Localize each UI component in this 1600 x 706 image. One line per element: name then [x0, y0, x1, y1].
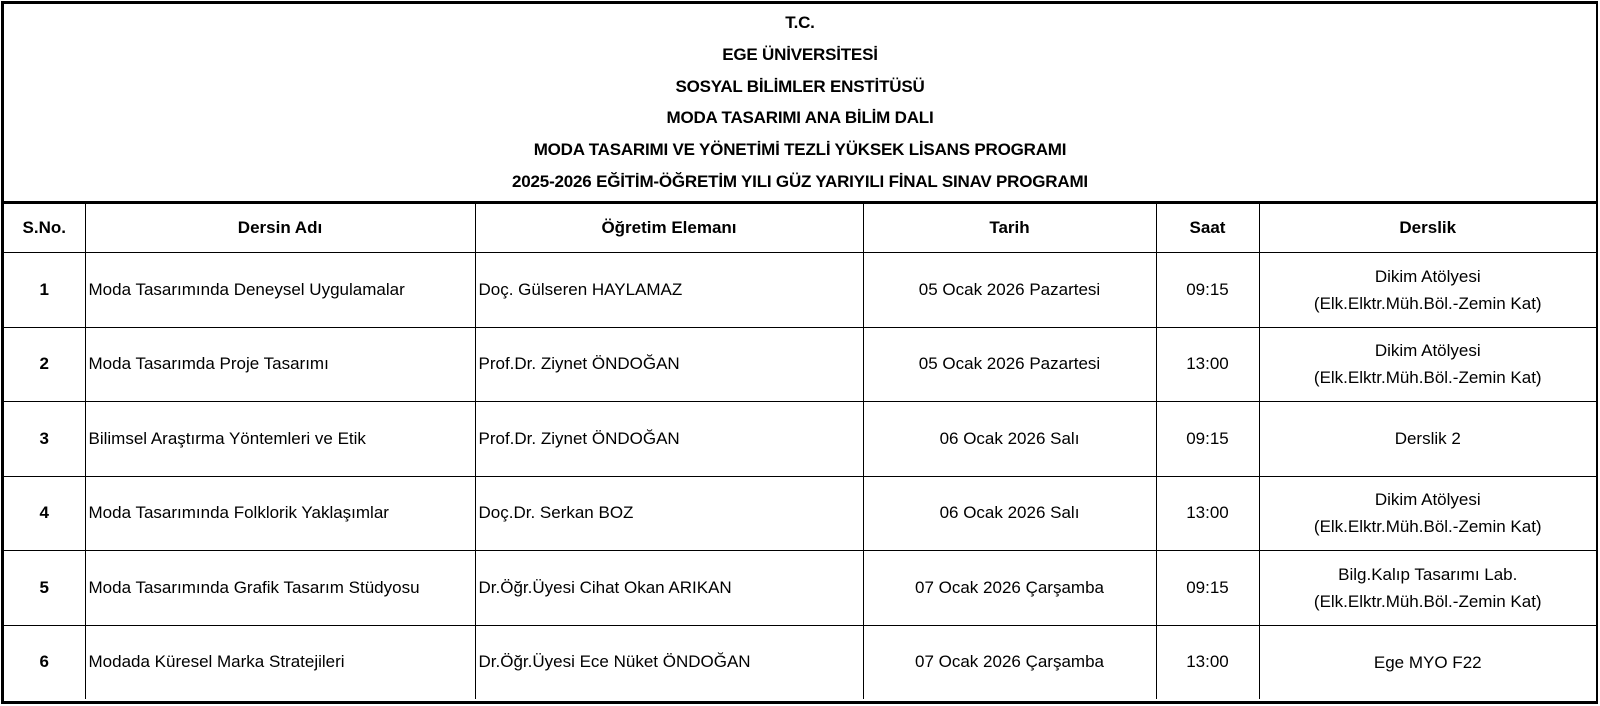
room-location: (Elk.Elktr.Müh.Böl.-Zemin Kat)	[1313, 368, 1542, 388]
room-name: Dikim Atölyesi	[1374, 341, 1481, 361]
room-name: Dikim Atölyesi	[1374, 266, 1481, 286]
row-course: Moda Tasarımında Grafik Tasarım Stüdyosu	[85, 551, 475, 626]
header-department: MODA TASARIMI ANA BİLİM DALI	[666, 108, 934, 128]
row-room	[1259, 625, 1596, 699]
row-sno: 5	[4, 551, 85, 626]
header-schedule-title: 2025-2026 EĞİTİM-ÖĞRETİM YILI GÜZ YARIYILI FİNAL SINAV PROGRAMI	[512, 172, 1088, 192]
row-sno: 6	[4, 625, 85, 699]
room-location: (Elk.Elktr.Müh.Böl.-Zemin Kat)	[1313, 517, 1542, 537]
table-row	[4, 327, 1596, 402]
room-location: (Elk.Elktr.Müh.Böl.-Zemin Kat)	[1313, 293, 1542, 313]
row-date: 06 Ocak 2026 Salı	[863, 402, 1156, 477]
exam-schedule-table	[4, 204, 1596, 699]
room-name: Bilg.Kalıp Tasarımı Lab.	[1338, 564, 1518, 584]
row-instructor: Prof.Dr. Ziynet ÖNDOĞAN	[475, 327, 863, 402]
row-time: 09:15	[1156, 253, 1259, 328]
column-header-course: Dersin Adı	[85, 204, 475, 253]
column-header-instructor: Öğretim Elemanı	[475, 204, 863, 253]
row-instructor: Doç. Gülseren HAYLAMAZ	[475, 253, 863, 328]
header-country: T.C.	[785, 13, 815, 32]
header-institute: SOSYAL BİLİMLER ENSTİTÜSÜ	[675, 76, 925, 96]
column-header-sno: S.No.	[4, 204, 85, 253]
room-name: Ege MYO F22	[1373, 652, 1482, 672]
row-room	[1259, 327, 1596, 402]
table-header-row	[4, 204, 1596, 253]
row-room	[1259, 476, 1596, 551]
room-name: Dikim Atölyesi	[1374, 490, 1481, 510]
row-room	[1259, 551, 1596, 626]
table-row	[4, 476, 1596, 551]
exam-schedule-document	[1, 1, 1598, 704]
row-room	[1259, 402, 1596, 477]
row-instructor: Prof.Dr. Ziynet ÖNDOĞAN	[475, 402, 863, 477]
row-sno: 1	[4, 253, 85, 328]
row-time: 09:15	[1156, 402, 1259, 477]
room-name: Derslik 2	[1394, 429, 1461, 449]
row-sno: 4	[4, 476, 85, 551]
row-date: 07 Ocak 2026 Çarşamba	[863, 625, 1156, 699]
row-course: Modada Küresel Marka Stratejileri	[85, 625, 475, 699]
row-date: 05 Ocak 2026 Pazartesi	[863, 253, 1156, 328]
row-instructor: Doç.Dr. Serkan BOZ	[475, 476, 863, 551]
row-time: 09:15	[1156, 551, 1259, 626]
row-instructor: Dr.Öğr.Üyesi Ece Nüket ÖNDOĞAN	[475, 625, 863, 699]
header-program: MODA TASARIMI VE YÖNETİMİ TEZLİ YÜKSEK LİSANS PROGRAMI	[533, 140, 1067, 160]
row-date: 06 Ocak 2026 Salı	[863, 476, 1156, 551]
row-course: Moda Tasarımda Proje Tasarımı	[85, 327, 475, 402]
row-course: Moda Tasarımında Deneysel Uygulamalar	[85, 253, 475, 328]
table-row	[4, 402, 1596, 477]
row-time: 13:00	[1156, 327, 1259, 402]
row-room	[1259, 253, 1596, 328]
row-instructor: Dr.Öğr.Üyesi Cihat Okan ARIKAN	[475, 551, 863, 626]
table-row	[4, 625, 1596, 699]
row-date: 07 Ocak 2026 Çarşamba	[863, 551, 1156, 626]
row-date: 05 Ocak 2026 Pazartesi	[863, 327, 1156, 402]
document-header	[4, 4, 1596, 204]
header-university: EGE ÜNİVERSİTESİ	[722, 44, 878, 64]
row-sno: 2	[4, 327, 85, 402]
row-sno: 3	[4, 402, 85, 477]
table-row	[4, 253, 1596, 328]
column-header-date: Tarih	[863, 204, 1156, 253]
row-time: 13:00	[1156, 476, 1259, 551]
table-row	[4, 551, 1596, 626]
row-course: Bilimsel Araştırma Yöntemleri ve Etik	[85, 402, 475, 477]
row-time: 13:00	[1156, 625, 1259, 699]
room-location: (Elk.Elktr.Müh.Böl.-Zemin Kat)	[1313, 591, 1542, 611]
column-header-time: Saat	[1156, 204, 1259, 253]
row-course: Moda Tasarımında Folklorik Yaklaşımlar	[85, 476, 475, 551]
column-header-room: Derslik	[1259, 204, 1596, 253]
